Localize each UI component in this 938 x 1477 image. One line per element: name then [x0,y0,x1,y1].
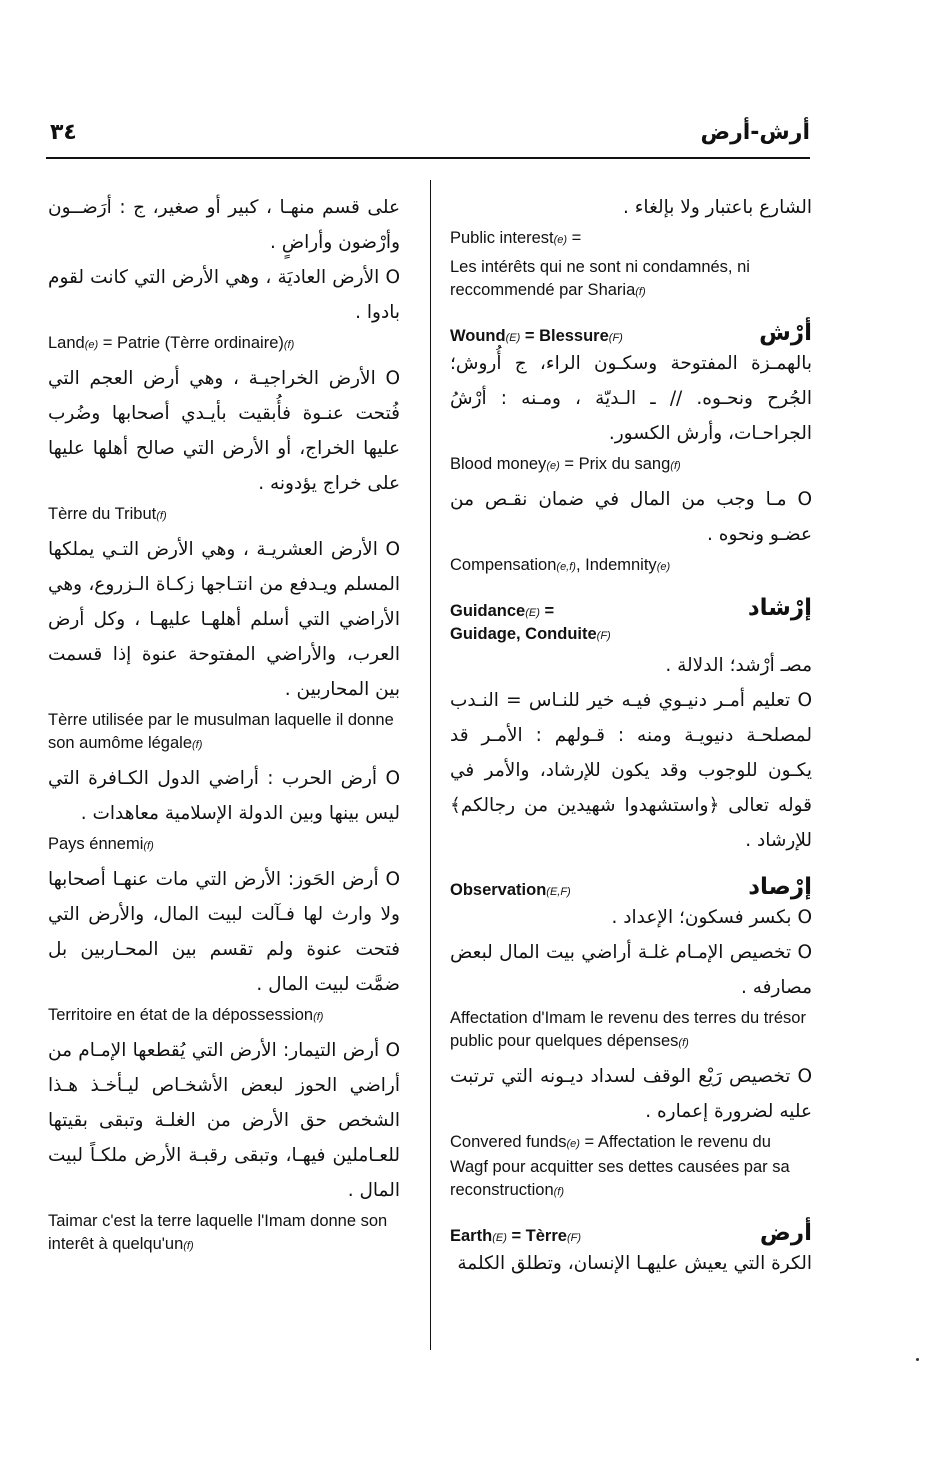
language-tag: (f) [678,1037,689,1049]
arabic-paragraph: O بكسر فسكون؛ الإعداد . [611,907,812,928]
entry-heading [450,320,812,346]
entry-translation [450,327,623,346]
language-tag-2: (F) [566,1232,581,1244]
latin-gloss [450,1131,812,1204]
french-term: = Tèrre [506,1227,567,1245]
gloss-text: Taimar c'est la terre laquelle l'Imam donne son interêt à quelqu'un [48,1212,388,1253]
language-tag: (e,f) [556,561,576,573]
entry-translation [450,881,571,900]
entry-translation [450,1227,581,1246]
language-tag: (e) [553,234,568,246]
language-tag: (E) [492,1232,507,1244]
gloss-text-2: , Indemnity [575,556,657,574]
latin-gloss [48,503,400,528]
language-tag: (f) [192,739,203,751]
arabic-paragraph: O مـا وجب من المال في ضمان نقـص من عضـو ونحوه . [450,489,812,545]
language-tag-2: (f) [553,1186,565,1198]
latin-gloss [48,1004,400,1029]
gloss-text: Compensation [450,556,557,574]
headword: أرْش [759,320,812,346]
language-tag: (e) [566,1138,580,1150]
headword: إرْصاد [748,874,812,900]
french-term: = [539,602,555,620]
bold-gloss [450,625,812,644]
gloss-text-2: = Patrie (Tèrre ordinaire) [98,334,284,352]
gloss-text: Land [48,334,85,352]
gloss-text: Guidage, Conduite [450,625,597,643]
latin-gloss [450,256,812,304]
column-divider [430,180,431,1350]
arabic-paragraph: O تخصيص الإمـام غلـة أراضي بيت المال لبعض مصارفه . [450,942,812,998]
arabic-paragraph: بالهمـزة المفتوحة وسكـون الراء، ج أُروش؛ الجُرح ونحـوه. // ـ الـديّة ، ومـنه : أرْشُ الجراحـات، وأرش الكسور. [450,353,812,444]
language-tag: (e) [546,460,560,472]
latin-gloss [450,453,812,478]
arabic-paragraph: O تخصيص رَيْع الوقف لسداد ديـونه التي ترتبت عليه لضرورة إعماره . [450,1066,812,1122]
gloss-text-2: = Affectation le revenu du Wagf pour acquitter ses dettes causées par sa reconstruction [450,1133,790,1199]
arabic-paragraph: الشارع باعتبار ولا بإلغاء . [622,197,812,218]
gloss-text: Public interest [450,229,554,247]
arabic-paragraph: على قسم منهـا ، كبير أو صغير، ج : أرَضــون وأرْضون وأراضٍ . [48,197,400,253]
language-tag: (E,F) [546,886,571,898]
running-head: أرش-أرض [700,120,810,145]
gloss-text: Territoire en état de la dépossession [48,1006,314,1024]
english-term: Wound [450,327,506,345]
french-term: = Blessure [520,327,609,345]
latin-gloss [450,1007,812,1055]
latin-gloss [450,554,812,579]
latin-gloss [48,1210,400,1258]
language-tag-2: (F) [608,332,623,344]
entry-heading [450,595,812,621]
english-term: Guidance [450,602,526,620]
gloss-text: Les intérêts qui ne sont ni condamnés, ni reccommendé par Sharia [450,258,750,299]
headword: أرض [759,1220,812,1246]
entry-heading [450,1220,812,1246]
language-tag-2: (f) [283,339,295,351]
headword: إرْشاد [747,595,812,621]
language-tag: (f) [313,1011,324,1023]
language-tag: (F) [596,630,611,642]
arabic-paragraph: O أرض التيمار: الأرض التي يُقطعها الإمـام من أراضي الحوز لبعض الأشخـاص ليـأخـذ هـذا الشخص حق الأرض من الغلـة وتبقى بقيتها للعـاملين فيهـا، وتبقى رقبـة الأرض ملكـاً لبيت المال . [48,1040,400,1201]
stray-mark [916,1358,919,1361]
arabic-paragraph: O الأرض الخراجيـة ، وهي أرض العجم التي فُتحت عنـوة فأُبقيت بأيـدي أصحابها وضُرب عليها الخراج، أو الأرض التي صالح أهلها عليها على خراج يؤدونه . [48,368,400,494]
gloss-text: Affectation d'Imam le revenu des terres du trésor public pour quelques dépenses [450,1009,806,1050]
language-tag: (E) [525,607,540,619]
arabic-paragraph: الكرة التي يعيش عليهـا الإنسان، وتطلق الكلمة [457,1253,812,1274]
arabic-paragraph: O أرض الحرب : أراضي الدول الكـافرة التي ليس بينها وبين الدولة الإسلامية معاهدات . [48,768,400,824]
language-tag: (f) [635,286,646,298]
arabic-paragraph: O أرض الحَوز: الأرض التي مات عنهـا أصحابها ولا وارث لها فـآلت لبيت المال، والأرض التي فتحت عنوة ولم تقسم بين المحـاربين بل ضمَّت لبيت المال . [48,869,400,995]
latin-gloss [48,709,400,757]
right-column [450,190,812,1281]
english-term: Earth [450,1227,493,1245]
gloss-text-2: = [567,229,582,247]
page-header [0,120,938,160]
arabic-paragraph: O تعليم أمـر دنيـوي فيـه خير للنـاس = النـدب لمصلحـة دنيويـة ومنه : قـولهم : الأمـر قد يكـون للوجوب وقد يكون للإرشاد، والأمر في قوله تعالى ﴿واستشهدوا شهيدين من رجالكم﴾ للإرشاد . [450,690,812,851]
language-tag: (f) [143,840,154,852]
gloss-text: Pays énnemi [48,835,144,853]
language-tag: (e) [84,339,99,351]
latin-gloss [48,332,400,357]
language-tag-2: (e) [656,561,671,573]
entry-translation [450,602,554,621]
arabic-paragraph: مصـ أرْشد؛ الدلالة . [665,655,812,676]
language-tag: (f) [156,510,167,522]
gloss-text: Blood money [450,455,547,473]
gloss-text-2: = Prix du sang [559,455,671,473]
english-term: Observation [450,881,547,899]
language-tag-2: (f) [670,460,681,472]
arabic-paragraph: O الأرض العشريـة ، وهي الأرض التـي يملكها المسلم ويـدفع من انتـاجها زكـاة الـزروع، وهي الأراضي التي أسلم أهلهـا عليهـا ، وكل أرض العرب، والأراضي المفتوحة عنوة إذا قسمت بين المحاربين . [48,539,400,700]
page-number: ٣٤ [50,120,77,145]
gloss-text: Convered funds [450,1133,567,1151]
language-tag: (E) [505,332,521,344]
gloss-text: Tèrre du Tribut [48,505,157,523]
latin-gloss [450,227,812,252]
arabic-paragraph: O الأرض العاديَة ، وهي الأرض التي كانت لقوم بادوا . [48,267,400,323]
left-column [48,190,400,1262]
header-rule [46,157,810,159]
entry-heading [450,874,812,900]
latin-gloss [48,833,400,858]
gloss-text: Tèrre utilisée par le musulman laquelle il donne son aumôme légale [48,711,394,752]
language-tag: (f) [183,1240,194,1252]
